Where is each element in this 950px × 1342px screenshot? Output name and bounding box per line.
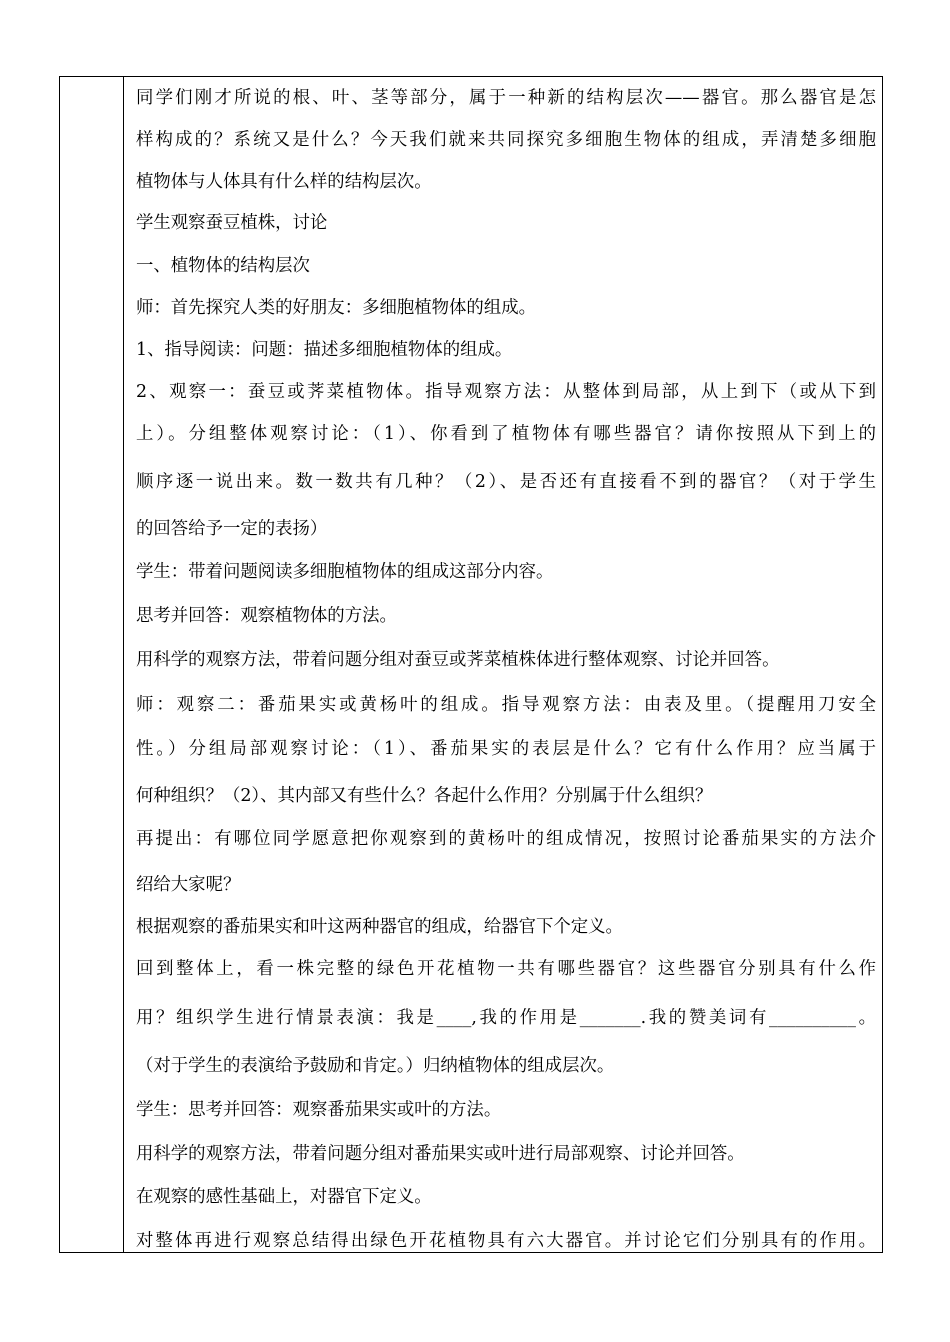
text-line: 学生观察蚕豆植株，讨论 xyxy=(136,213,328,233)
text-line: 绍给大家呢？ xyxy=(136,875,241,895)
table-left-column xyxy=(60,77,124,1252)
text-line: 何种组织？（2）、其内部又有些什么？各起什么作用？分别属于什么组织？ xyxy=(136,786,713,806)
text-line: 一、植物体的结构层次 xyxy=(136,256,310,276)
text-line: 用科学的观察方法，带着问题分组对番茄果实或叶进行局部观察、讨论并回答。 xyxy=(136,1144,745,1164)
text-line: 学生：带着问题阅读多细胞植物体的组成这部分内容。 xyxy=(136,562,554,582)
text-line: 同学们刚才所说的根、叶、茎等部分，属于一种新的结构层次——器官。那么器官是怎 xyxy=(136,88,876,108)
text-line: 1、指导阅读：问题：描述多细胞植物体的组成。 xyxy=(136,340,513,360)
text-line: （对于学生的表演给予鼓励和肯定。）归纳植物体的组成层次。 xyxy=(136,1056,615,1076)
text-line: 用科学的观察方法，带着问题分组对蚕豆或荠菜植株体进行整体观察、讨论并回答。 xyxy=(136,650,780,670)
text-line: 样构成的？系统又是什么？今天我们就来共同探究多细胞生物体的组成，弄清楚多细胞 xyxy=(136,130,876,150)
text-line: 再提出：有哪位同学愿意把你观察到的黄杨叶的组成情况，按照讨论番茄果实的方法介 xyxy=(136,829,876,849)
text-line: 对整体再进行观察总结得出绿色开花植物具有六大器官。并讨论它们分别具有的作用。 xyxy=(136,1231,876,1251)
text-line: 师：观察二：番茄果实或黄杨叶的组成。指导观察方法：由表及里。（提醒用刀安全 xyxy=(136,695,876,715)
text-line: 植物体与人体具有什么样的结构层次。 xyxy=(136,172,432,192)
text-line: 上）。分组整体观察讨论：（1）、你看到了植物体有哪些器官？请你按照从下到上的 xyxy=(136,424,876,444)
text-line: 思考并回答：观察植物体的方法。 xyxy=(136,606,397,626)
text-line: 回到整体上，看一株完整的绿色开花植物一共有哪些器官？这些器官分别具有什么作 xyxy=(136,959,876,979)
text-line: 的回答给予一定的表扬） xyxy=(136,519,328,539)
text-line: 在观察的感性基础上，对器官下定义。 xyxy=(136,1187,432,1207)
text-line: 用？组织学生进行情景表演：我是____,我的作用是_______.我的赞美词有__________。 xyxy=(136,1008,876,1028)
text-line: 师：首先探究人类的好朋友：多细胞植物体的组成。 xyxy=(136,298,536,318)
text-line: 顺序逐一说出来。数一数共有几种？（2）、是否还有直接看不到的器官？（对于学生 xyxy=(136,472,876,492)
text-line: 根据观察的番茄果实和叶这两种器官的组成，给器官下个定义。 xyxy=(136,917,623,937)
text-line: 2、观察一：蚕豆或荠菜植物体。指导观察方法：从整体到局部，从上到下（或从下到 xyxy=(136,382,876,402)
lesson-table xyxy=(59,76,883,1253)
text-line: 性。）分组局部观察讨论：（1）、番茄果实的表层是什么？它有什么作用？应当属于 xyxy=(136,739,876,759)
text-line: 学生：思考并回答：观察番茄果实或叶的方法。 xyxy=(136,1100,502,1120)
